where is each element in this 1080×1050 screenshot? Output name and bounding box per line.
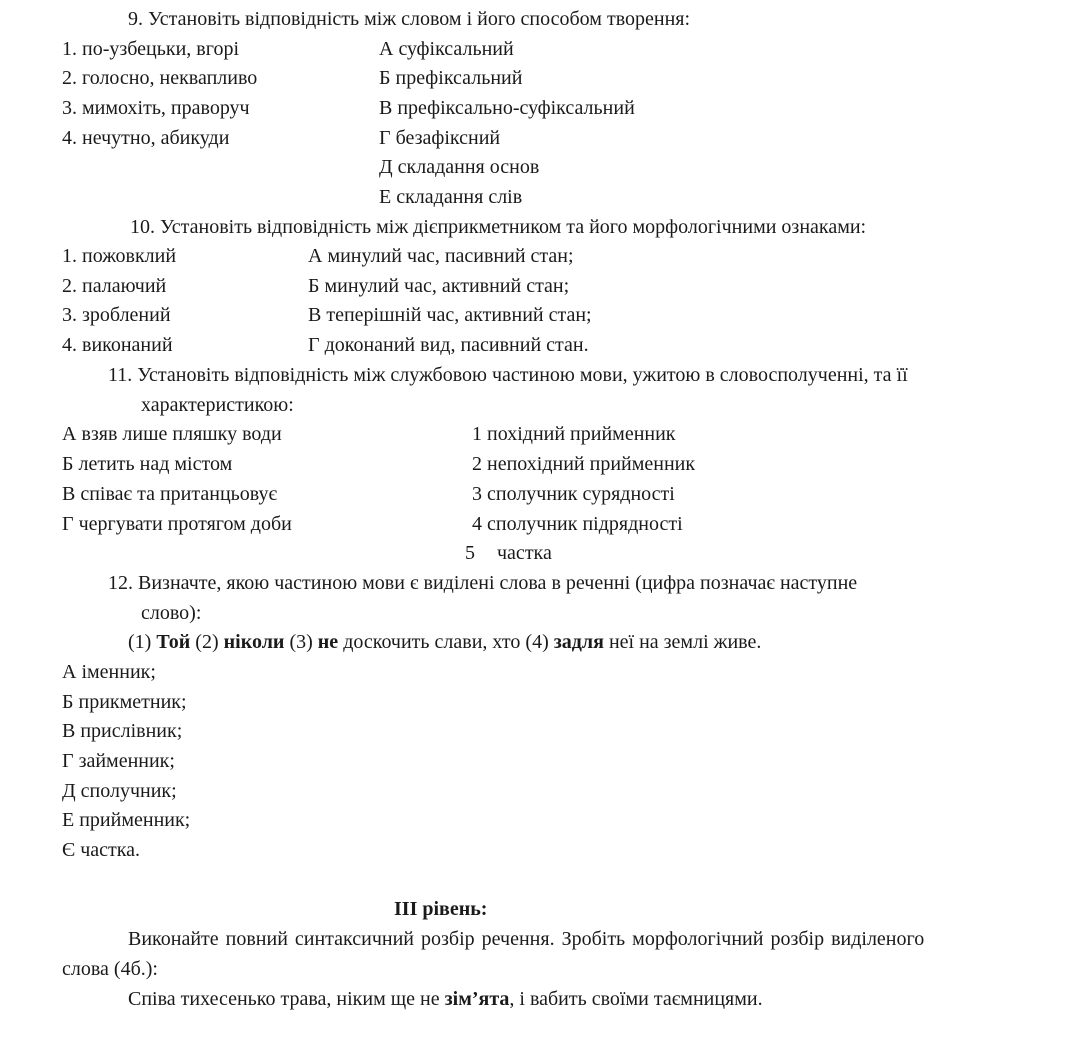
q12-highlighted-word-4: задля <box>553 631 604 653</box>
q11-right-item-3: 3 сполучник сурядності <box>472 483 675 505</box>
q9-right-item-a: А суфіксальний <box>379 38 514 60</box>
q9-right-item-c: В префіксально-суфіксальний <box>379 97 635 119</box>
q9-left-item-2: 2. голосно, неквапливо <box>62 67 258 89</box>
q12-highlighted-word-3: не <box>317 631 339 653</box>
q12-sentence-text-1: (1) <box>128 631 157 653</box>
q12-option-d: Г займенник; <box>62 750 175 772</box>
q12-option-g: Є частка. <box>62 839 141 861</box>
q12-option-f: Е прийменник; <box>62 809 191 831</box>
level-3-task-line-1: Виконайте повний синтаксичний розбір речення. Зробіть морфологічний розбір виділеного <box>128 928 925 950</box>
q11-right-item-5-number: 5 <box>465 542 475 564</box>
level-3-sentence-text-1: Співа тихесенько трава, ніким ще не <box>128 988 445 1010</box>
q11-title-line-1: 11. Установіть відповідність між службовою частиною мови, ужитою в словосполученні, та її <box>108 364 908 386</box>
q11-title-line-2: характеристикою: <box>141 394 294 416</box>
q10-right-item-a: А минулий час, пасивний стан; <box>308 245 574 267</box>
q9-right-item-e: Д складання основ <box>379 156 540 178</box>
q10-right-item-c: В теперішній час, активний стан; <box>308 304 592 326</box>
q11-left-item-b: Б летить над містом <box>62 453 233 475</box>
q12-option-c: В прислівник; <box>62 720 183 742</box>
q12-sentence-text-5: неї на землі живе. <box>603 631 762 653</box>
level-3-heading: ІІІ рівень: <box>394 898 488 920</box>
q11-left-item-d: Г чергувати протягом доби <box>62 513 292 535</box>
q12-sentence <box>128 627 761 657</box>
q9-left-item-4: 4. нечутно, абикуди <box>62 127 230 149</box>
q10-left-item-4: 4. виконаний <box>62 334 173 356</box>
q10-left-item-2: 2. палаючий <box>62 275 167 297</box>
q9-title: 9. Установіть відповідність між словом і його способом творення: <box>128 8 691 30</box>
q10-left-item-3: 3. зроблений <box>62 304 171 326</box>
q11-right-item-1: 1 похідний прийменник <box>472 423 676 445</box>
q11-right-item-5-label: частка <box>497 542 552 564</box>
level-3-sentence <box>128 984 763 1014</box>
q11-left-item-a: А взяв лише пляшку води <box>62 423 282 445</box>
q10-right-item-d: Г доконаний вид, пасивний стан. <box>308 334 589 356</box>
q12-title-line-2: слово): <box>141 602 202 624</box>
q12-highlighted-word-1: Той <box>156 631 191 653</box>
level-3-highlighted-word: зім’ята <box>444 988 510 1010</box>
level-3-task-line-2: слова (4б.): <box>62 958 158 980</box>
q12-option-b: Б прикметник; <box>62 691 187 713</box>
q9-left-item-3: 3. мимохіть, праворуч <box>62 97 250 119</box>
q10-right-item-b: Б минулий час, активний стан; <box>308 275 570 297</box>
q12-highlighted-word-2: ніколи <box>223 631 285 653</box>
q11-right-item-2: 2 непохідний прийменник <box>472 453 696 475</box>
q12-sentence-text-2: (2) <box>190 631 224 653</box>
q10-left-item-1: 1. пожовклий <box>62 245 177 267</box>
level-3-sentence-text-2: , і вабить своїми таємницями. <box>509 988 763 1010</box>
q10-title: 10. Установіть відповідність між дієприкметником та його морфологічними ознаками: <box>130 216 867 238</box>
q9-right-item-b: Б префіксальний <box>379 67 523 89</box>
q9-right-item-d: Г безафіксний <box>379 127 501 149</box>
q9-left-item-1: 1. по-узбецьки, вгорі <box>62 38 240 60</box>
q12-option-e: Д сполучник; <box>62 780 177 802</box>
q12-sentence-text-3: (3) <box>284 631 318 653</box>
q11-left-item-c: В співає та пританцьовує <box>62 483 278 505</box>
q12-title-line-1: 12. Визначте, якою частиною мови є виділені слова в реченні (цифра позначає наступне <box>108 572 858 594</box>
q12-option-a: А іменник; <box>62 661 156 683</box>
q11-right-item-4: 4 сполучник підрядності <box>472 513 683 535</box>
q9-right-item-f: Е складання слів <box>379 186 523 208</box>
q12-sentence-text-4: доскочить слави, хто (4) <box>338 631 554 653</box>
